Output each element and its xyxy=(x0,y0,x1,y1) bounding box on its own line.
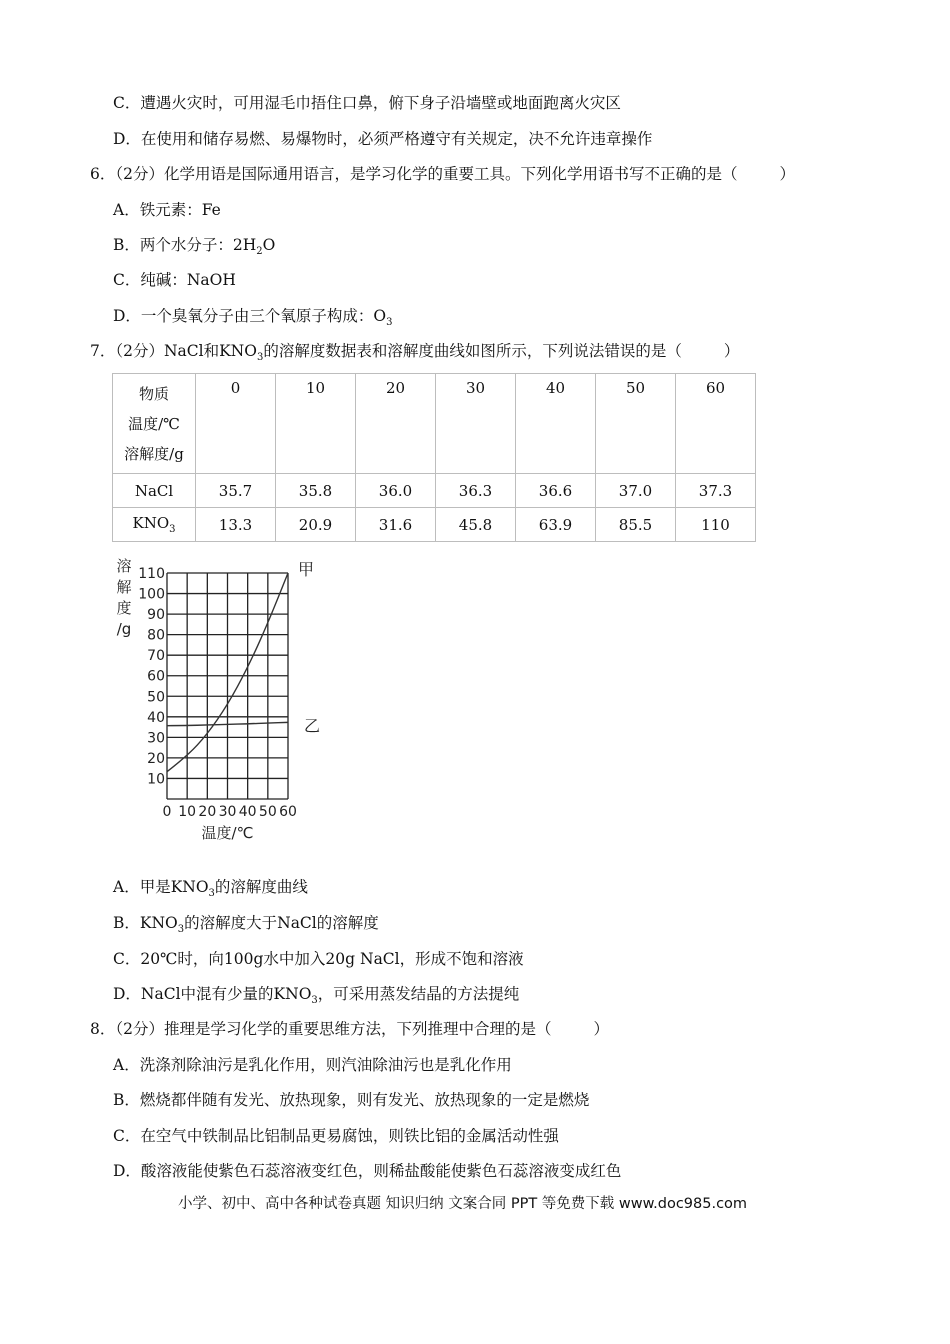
q7-option-a-pre: A．甲是KNO xyxy=(113,878,209,896)
table-cell: 63.9 xyxy=(516,508,596,542)
q7-option-d-pre: D．NaCl中混有少量的KNO xyxy=(113,985,312,1003)
table-cell: 20.9 xyxy=(276,508,356,542)
q8-option-d: D．酸溶液能使紫色石蕊溶液变红色，则稀盐酸能使紫色石蕊溶液变成红色 xyxy=(113,1162,622,1180)
y-tick-label: 70 xyxy=(147,648,165,665)
q6-option-d xyxy=(113,306,393,333)
q7-option-d-post: ，可采用蒸发结晶的方法提纯 xyxy=(317,985,520,1003)
row-label-sub: 3 xyxy=(169,524,176,535)
q6-option-d-sub: 3 xyxy=(386,317,393,329)
header-line-temp: 温度/℃ xyxy=(128,415,180,433)
table-cell: 36.6 xyxy=(516,474,596,508)
row-label: NaCl xyxy=(113,474,196,508)
row-label xyxy=(113,508,196,542)
q7-option-d-sub: 3 xyxy=(311,995,318,1007)
temp-header: 30 xyxy=(436,374,516,474)
footer-text: 小学、初中、高中各种试卷真题 知识归纳 文案合同 PPT 等免费下载 www.doc985.com xyxy=(178,1196,748,1212)
chart-grid xyxy=(167,573,288,799)
row-label-text: KNO xyxy=(132,514,170,532)
q8-option-c: C．在空气中铁制品比铝制品更易腐蚀，则铁比铝的金属活动性强 xyxy=(113,1127,559,1145)
q7-option-a-sub: 3 xyxy=(208,888,215,900)
q6-option-c: C．纯碱：NaOH xyxy=(113,271,236,289)
table-cell: 37.0 xyxy=(596,474,676,508)
x-tick-label: 50 xyxy=(258,804,277,820)
q8-option-b: B．燃烧都伴随有发光、放热现象，则有发光、放热现象的一定是燃烧 xyxy=(113,1091,590,1109)
y-axis-label-char: 度 xyxy=(116,599,132,617)
y-tick-label: 60 xyxy=(147,668,165,685)
q8-close-paren: ） xyxy=(593,1020,609,1038)
header-line-solubility: 溶解度/g xyxy=(124,445,184,463)
y-tick-label: 50 xyxy=(147,689,165,706)
y-tick-label: 100 xyxy=(138,586,165,603)
q8-stem xyxy=(90,1019,609,1039)
q7-option-d xyxy=(113,984,519,1011)
x-tick-label: 60 xyxy=(279,804,297,820)
q6-option-d-pre: D．一个臭氧分子由三个氧原子构成：O xyxy=(113,307,387,325)
q6-option-a: A．铁元素：Fe xyxy=(113,201,221,219)
y-tick-label: 80 xyxy=(147,627,165,644)
y-tick-label: 30 xyxy=(147,730,165,747)
table-corner-cell xyxy=(113,374,196,474)
q6-option-b xyxy=(113,235,275,262)
q5-option-c: C．遭遇火灾时，可用湿毛巾捂住口鼻，俯下身子沿墙壁或地面跑离火灾区 xyxy=(113,94,621,112)
y-tick-label: 20 xyxy=(147,750,165,767)
q6-option-b-pre: B．两个水分子：2H xyxy=(113,236,257,254)
q6-stem-text: 6．（2分）化学用语是国际通用语言，是学习化学的重要工具。下列化学用语书写不正确的是（ xyxy=(90,165,738,183)
x-axis-label: 温度/℃ xyxy=(201,824,254,842)
y-tick-label: 40 xyxy=(147,709,165,726)
table-cell: 35.8 xyxy=(276,474,356,508)
series-label: 乙 xyxy=(304,716,321,736)
table-row-nacl xyxy=(113,474,756,508)
q7-stem-pre: 7．（2分）NaCl和KNO xyxy=(90,342,257,360)
temp-header: 0 xyxy=(196,374,276,474)
series-label: 甲 xyxy=(298,560,315,579)
solubility-curve-chart xyxy=(110,556,325,846)
y-tick-label: 90 xyxy=(147,607,165,624)
temp-header: 40 xyxy=(516,374,596,474)
header-line-substance: 物质 xyxy=(138,385,169,403)
q5-option-d: D．在使用和储存易燃、易爆物时，必须严格遵守有关规定，决不允许违章操作 xyxy=(113,130,653,148)
x-tick-label: 20 xyxy=(198,804,217,820)
q7-option-c: C．20℃时，向100g水中加入20g NaCl，形成不饱和溶液 xyxy=(113,950,524,968)
q7-option-b-pre: B．KNO xyxy=(113,914,178,932)
temp-header: 10 xyxy=(276,374,356,474)
table-cell: 31.6 xyxy=(356,508,436,542)
q6-option-b-post: O xyxy=(262,236,276,254)
q8-stem-text: 8．（2分）推理是学习化学的重要思维方法，下列推理中合理的是（ xyxy=(90,1020,552,1038)
q6-option-b-sub: 2 xyxy=(256,246,263,258)
q7-stem-sub: 3 xyxy=(256,352,264,364)
q7-option-b xyxy=(113,913,379,940)
q8-option-a: A．洗涤剂除油污是乳化作用，则汽油除油污也是乳化作用 xyxy=(113,1056,512,1074)
x-tick-label: 40 xyxy=(238,804,257,820)
table-cell: 13.3 xyxy=(196,508,276,542)
table-cell: 35.7 xyxy=(196,474,276,508)
table-row-kno3 xyxy=(113,508,756,542)
x-tick-label: 0 xyxy=(162,804,172,820)
q7-option-b-sub: 3 xyxy=(177,924,185,936)
q7-option-b-post: 的溶解度大于NaCl的溶解度 xyxy=(184,914,379,932)
y-tick-label: 110 xyxy=(138,566,165,582)
temp-header: 50 xyxy=(596,374,676,474)
q7-close-paren: ） xyxy=(723,342,740,360)
table-cell: 85.5 xyxy=(596,508,676,542)
solubility-table xyxy=(112,373,756,542)
q6-close-paren: ） xyxy=(779,165,795,183)
q7-stem xyxy=(90,341,739,368)
q7-option-a xyxy=(113,877,308,904)
y-axis-label-char: 溶 xyxy=(116,557,132,575)
temp-header: 20 xyxy=(356,374,436,474)
q7-option-a-post: 的溶解度曲线 xyxy=(214,878,308,896)
q6-stem xyxy=(90,164,795,184)
table-cell: 37.3 xyxy=(676,474,756,508)
q7-stem-post: 的溶解度数据表和溶解度曲线如图所示，下列说法错误的是（ xyxy=(263,342,682,360)
temp-header: 60 xyxy=(676,374,756,474)
y-axis-label-char: 解 xyxy=(116,578,132,596)
table-cell: 110 xyxy=(676,508,756,542)
x-tick-label: 30 xyxy=(218,804,237,820)
y-axis-label-char: /g xyxy=(116,620,132,638)
table-header-row xyxy=(113,374,756,474)
table-cell: 36.0 xyxy=(356,474,436,508)
table-cell: 36.3 xyxy=(436,474,516,508)
table-cell: 45.8 xyxy=(436,508,516,542)
x-tick-label: 10 xyxy=(178,804,197,820)
y-tick-label: 10 xyxy=(147,771,165,788)
